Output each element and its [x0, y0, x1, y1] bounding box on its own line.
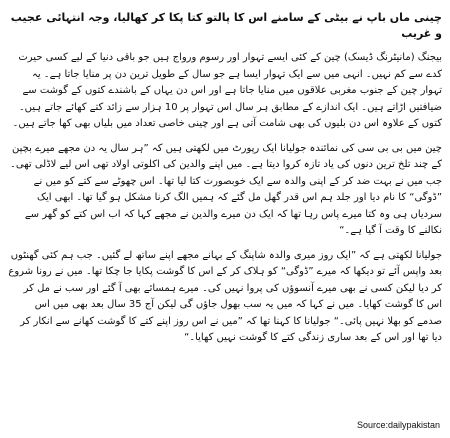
article-paragraph-2: چین میں بی بی سی کی نمائندہ جولیانا ایک رپورٹ میں لکھتی ہیں کہ ”ہر سال یہ دن مجھے میرے بچپن کے چند تلخ ترین دنوں کی یاد تازہ کروا دیتا ہے۔ میں اپنے والدین کی اکلوتی اولاد تھی اس لیے لاڈلی تھی۔ جب میں نے بہت ضد کر کے اپنی والدہ سے ایک خوبصورت کتا لیا تھا۔ اس چھوٹے سے کتے کو میں نے ”ڈوگی“ کا نام دیا اور جلد ہم اس قدر گھل مل گئے کہ ہمیں الگ کرنا مشکل ہو گیا تھا۔ ابھی ایک سردیاں ہی وہ کتا میرے پاس رہا تھا کہ ایک دن میرے والدین نے مجھے کہا کہ اب اس کتے کو گھر سے نکالنے کا وقت آ گیا ہے۔“	[10, 142, 442, 236]
article-paragraph-3: جولیانا لکھتی ہے کہ ”ایک روز میری والدہ شاپنگ کے بہانے مجھے اپنے ساتھ لے گئیں۔ جب ہم کئی گھنٹوں بعد واپس آئے تو دیکھا کہ میرے ”ڈوگی“ کو ہلاک کر کے اس کا گوشت پکایا جا چکا تھا۔ میں نے رونا شروع کر دیا لیکن کسی نے بھی میرے آنسوؤں کی پروا نہیں کی۔ میرے ہمسائے بھی آ گئے اور سب نے مل کر اس کا گوشت کھایا۔ میں نے کہا کہ میں یہ سب بھول جاؤں گی لیکن آج 35 سال بعد بھی میں اس صدمے کو بھلا نہیں پائی۔“ جولیانا کا کہنا تھا کہ ”میں نے اس روز اپنے کتے کا گوشت کھانے سے انکار کر دیا تھا اور اس کے بعد ساری زندگی کتے کا گوشت نہیں کھایا۔“	[8, 249, 442, 343]
article-paragraph-1: بیجنگ (مانیٹرنگ ڈیسک) چین کے کئی ایسے تہوار اور رسوم ورواج ہیں جو باقی دنیا کے لیے کسی حیرت کدے سے کم نہیں۔ انہی میں سے ایک تہوار ایسا ہے جو سال کے طویل ترین دن پر منایا جاتا ہے۔ یہ تہوار چین کے جنوب مغربی علاقوں میں منایا جاتا ہے اور اس دن یہاں کے باشندے کتوں کے گوشت سے ضیافتیں اڑاتے ہیں۔ ایک اندازے کے مطابق ہر سال اس تہوار پر 10 ہزار سے زائد کتے کھائے جاتے ہیں۔ کتوں کے علاوہ اس دن بلیوں کی بھی شامت آتی ہے اور چینی خاصی تعداد میں بلیاں بھی کھا جاتے ہیں۔	[12, 52, 442, 129]
article-headline: چینی ماں باپ نے بیٹی کے سامنے اس کا پالتو کتا پکا کر کھالیا، وجہ انتہائی عجیب و غریب	[10, 11, 442, 40]
source-credit: Source:dailypakistan	[356, 420, 440, 430]
